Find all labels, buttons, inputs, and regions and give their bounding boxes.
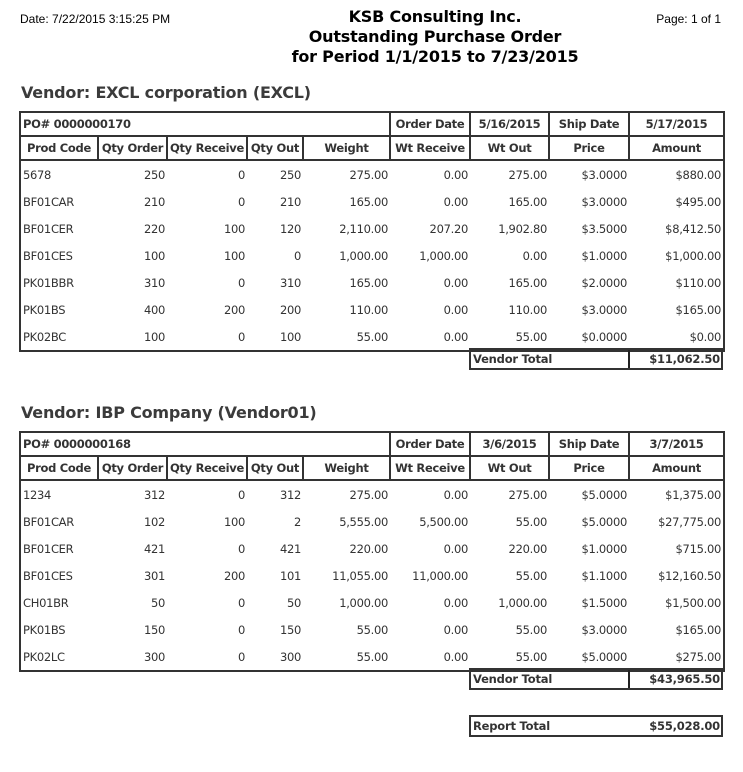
cell-price: $1.5000 xyxy=(581,595,627,610)
cell-weight: 165.00 xyxy=(349,275,388,290)
cell-amount: $1,375.00 xyxy=(629,480,724,508)
cell-amount: $880.00 xyxy=(629,160,724,188)
cell-amount: $165.00 xyxy=(629,296,724,323)
cell-qty-receive: 0 xyxy=(167,323,247,351)
col-amount: Amount xyxy=(629,136,724,160)
order-date-label: Order Date xyxy=(390,432,470,456)
col-prod-code: Prod Code xyxy=(20,136,98,160)
table-row xyxy=(20,188,724,215)
column-header-row xyxy=(20,136,724,160)
vendor-title: Vendor: IBP Company (Vendor01) xyxy=(21,403,317,422)
cell-qty-order: 50 xyxy=(150,595,165,610)
cell-qty-receive: 100 xyxy=(223,514,245,529)
cell-qty-order: 150 xyxy=(143,622,165,637)
col-qty-out: Qty Out xyxy=(247,136,303,160)
cell-qty-order: 312 xyxy=(143,487,165,502)
cell-price: $1.0000 xyxy=(581,248,627,263)
ship-date-label: Ship Date xyxy=(549,112,629,136)
cell-weight: 55.00 xyxy=(356,622,388,637)
po-header-row xyxy=(20,432,724,456)
table-row xyxy=(20,215,724,242)
cell-wt-out: 165.00 xyxy=(508,275,547,290)
col-price: Price xyxy=(549,456,629,480)
cell-amount: $110.00 xyxy=(629,269,724,296)
cell-prod-code: PK01BS xyxy=(20,616,98,643)
cell-wt-receive: 0.00 xyxy=(443,541,468,556)
company-name: KSB Consulting Inc. xyxy=(348,7,522,26)
report-period: for Period 1/1/2015 to 7/23/2015 xyxy=(291,47,579,66)
cell-wt-receive: 0.00 xyxy=(443,302,468,317)
table-row xyxy=(20,480,724,508)
cell-qty-out: 312 xyxy=(279,487,301,502)
cell-weight: 1,000.00 xyxy=(339,248,388,263)
cell-qty-receive: 200 xyxy=(223,568,245,583)
cell-prod-code: BF01CAR xyxy=(20,508,98,535)
cell-price: $3.5000 xyxy=(581,221,627,236)
cell-qty-order: 300 xyxy=(98,643,167,671)
col-price: Price xyxy=(549,136,629,160)
cell-qty-out: 2 xyxy=(293,514,301,529)
report-total-box xyxy=(469,715,723,737)
column-header-row xyxy=(20,456,724,480)
cell-qty-order: 210 xyxy=(143,194,165,209)
cell-wt-out: 110.00 xyxy=(508,302,547,317)
cell-qty-order: 310 xyxy=(143,275,165,290)
cell-amount: $275.00 xyxy=(629,643,724,671)
cell-weight: 55.00 xyxy=(303,323,390,351)
cell-prod-code: BF01CER xyxy=(20,215,98,242)
table-row xyxy=(20,508,724,535)
cell-qty-out: 101 xyxy=(279,568,301,583)
cell-wt-out: 1,000.00 xyxy=(498,595,547,610)
cell-price: $1.0000 xyxy=(581,541,627,556)
col-qty-out: Qty Out xyxy=(247,456,303,480)
cell-wt-receive: 207.20 xyxy=(429,221,468,236)
col-qty-order: Qty Order xyxy=(98,456,167,480)
cell-amount: $12,160.50 xyxy=(629,562,724,589)
col-qty-receive: Qty Receive xyxy=(167,136,247,160)
cell-qty-order: 250 xyxy=(143,167,165,182)
report-title: Outstanding Purchase Order xyxy=(308,27,562,46)
cell-wt-out: 1,902.80 xyxy=(498,221,547,236)
cell-wt-receive: 0.00 xyxy=(443,167,468,182)
cell-price: $3.0000 xyxy=(581,194,627,209)
cell-amount: $715.00 xyxy=(629,535,724,562)
cell-wt-receive: 0.00 xyxy=(390,643,470,671)
cell-wt-out: 55.00 xyxy=(470,643,549,671)
report-total-value: $55,028.00 xyxy=(649,719,720,733)
cell-price: $3.0000 xyxy=(581,302,627,317)
ship-date-value: 5/17/2015 xyxy=(629,112,724,136)
cell-price: $5.0000 xyxy=(549,643,629,671)
cell-wt-out: 275.00 xyxy=(508,167,547,182)
cell-price: $1.1000 xyxy=(581,568,627,583)
col-wt-out: Wt Out xyxy=(470,456,549,480)
cell-amount: $27,775.00 xyxy=(629,508,724,535)
table-row xyxy=(20,589,724,616)
cell-qty-order: 400 xyxy=(143,302,165,317)
order-date-value: 5/16/2015 xyxy=(470,112,549,136)
cell-weight: 275.00 xyxy=(349,487,388,502)
table-row xyxy=(20,296,724,323)
vendor-total-label: Vendor Total xyxy=(471,670,630,688)
cell-price: $2.0000 xyxy=(581,275,627,290)
cell-qty-receive: 100 xyxy=(223,221,245,236)
vendor-total-box xyxy=(469,668,723,690)
cell-qty-order: 100 xyxy=(143,248,165,263)
cell-qty-out: 300 xyxy=(247,643,303,671)
cell-prod-code: PK02LC xyxy=(20,643,98,671)
col-wt-out: Wt Out xyxy=(470,136,549,160)
col-qty-order: Qty Order xyxy=(98,136,167,160)
cell-qty-out: 120 xyxy=(279,221,301,236)
page-number: Page: 1 of 1 xyxy=(656,12,721,26)
po-header-row xyxy=(20,112,724,136)
col-qty-receive: Qty Receive xyxy=(167,456,247,480)
cell-wt-receive: 0.00 xyxy=(443,622,468,637)
cell-weight: 110.00 xyxy=(349,302,388,317)
cell-wt-out: 275.00 xyxy=(508,487,547,502)
po-number: PO# 0000000168 xyxy=(20,432,390,456)
cell-weight: 55.00 xyxy=(303,643,390,671)
cell-qty-receive: 0 xyxy=(237,487,245,502)
order-date-label: Order Date xyxy=(390,112,470,136)
cell-wt-out: 55.00 xyxy=(515,514,547,529)
cell-qty-receive: 0 xyxy=(237,595,245,610)
vendor-total-label: Vendor Total xyxy=(471,350,630,368)
cell-amount: $1,000.00 xyxy=(629,242,724,269)
cell-qty-out: 200 xyxy=(279,302,301,317)
table-row xyxy=(20,535,724,562)
vendor-total-box xyxy=(469,348,723,370)
cell-qty-order: 301 xyxy=(143,568,165,583)
report-total-label: Report Total xyxy=(473,719,550,733)
table-row xyxy=(20,616,724,643)
cell-qty-receive: 0 xyxy=(237,275,245,290)
ship-date-value: 3/7/2015 xyxy=(629,432,724,456)
cell-qty-order: 421 xyxy=(143,541,165,556)
cell-qty-out: 250 xyxy=(279,167,301,182)
cell-qty-receive: 0 xyxy=(237,167,245,182)
cell-qty-order: 220 xyxy=(143,221,165,236)
col-amount: Amount xyxy=(629,456,724,480)
col-weight: Weight xyxy=(303,456,390,480)
cell-prod-code: PK01BS xyxy=(20,296,98,323)
cell-wt-receive: 5,500.00 xyxy=(419,514,468,529)
table-row xyxy=(20,160,724,188)
cell-qty-receive: 0 xyxy=(237,622,245,637)
cell-weight: 2,110.00 xyxy=(339,221,388,236)
table-row xyxy=(20,269,724,296)
cell-qty-out: 210 xyxy=(279,194,301,209)
table-row xyxy=(20,242,724,269)
cell-qty-out: 50 xyxy=(286,595,301,610)
col-wt-receive: Wt Receive xyxy=(390,136,470,160)
table-row xyxy=(20,323,724,351)
cell-price: $3.0000 xyxy=(581,167,627,182)
cell-amount: $165.00 xyxy=(629,616,724,643)
cell-amount: $495.00 xyxy=(629,188,724,215)
cell-prod-code: 1234 xyxy=(20,480,98,508)
cell-amount: $8,412.50 xyxy=(629,215,724,242)
cell-qty-out: 421 xyxy=(279,541,301,556)
cell-amount: $0.00 xyxy=(629,323,724,351)
vendor-total-value: $43,965.50 xyxy=(649,672,720,686)
cell-weight: 5,555.00 xyxy=(339,514,388,529)
cell-wt-out: 220.00 xyxy=(508,541,547,556)
ship-date-label: Ship Date xyxy=(549,432,629,456)
cell-weight: 275.00 xyxy=(349,167,388,182)
cell-wt-out: 0.00 xyxy=(522,248,547,263)
cell-wt-receive: 0.00 xyxy=(443,275,468,290)
cell-qty-receive: 200 xyxy=(223,302,245,317)
table-row xyxy=(20,562,724,589)
cell-prod-code: BF01CES xyxy=(20,562,98,589)
cell-wt-receive: 0.00 xyxy=(443,194,468,209)
cell-wt-receive: 1,000.00 xyxy=(419,248,468,263)
cell-weight: 165.00 xyxy=(349,194,388,209)
vendor-title: Vendor: EXCL corporation (EXCL) xyxy=(21,83,311,102)
cell-prod-code: BF01CAR xyxy=(20,188,98,215)
cell-qty-receive: 100 xyxy=(223,248,245,263)
vendor-total-value: $11,062.50 xyxy=(649,352,720,366)
cell-wt-out: 55.00 xyxy=(515,568,547,583)
cell-wt-out: 165.00 xyxy=(508,194,547,209)
cell-prod-code: 5678 xyxy=(20,160,98,188)
report-header xyxy=(230,7,640,67)
cell-price: $0.0000 xyxy=(549,323,629,351)
cell-prod-code: BF01CER xyxy=(20,535,98,562)
cell-prod-code: PK01BBR xyxy=(20,269,98,296)
cell-qty-receive: 0 xyxy=(167,643,247,671)
po-table xyxy=(19,431,725,672)
cell-weight: 220.00 xyxy=(349,541,388,556)
order-date-value: 3/6/2015 xyxy=(470,432,549,456)
po-number: PO# 0000000170 xyxy=(20,112,390,136)
cell-price: $5.0000 xyxy=(581,514,627,529)
cell-wt-receive: 0.00 xyxy=(443,487,468,502)
cell-prod-code: CH01BR xyxy=(20,589,98,616)
cell-wt-out: 55.00 xyxy=(470,323,549,351)
cell-qty-order: 102 xyxy=(143,514,165,529)
po-table xyxy=(19,111,725,352)
cell-price: $5.0000 xyxy=(581,487,627,502)
cell-weight: 1,000.00 xyxy=(339,595,388,610)
cell-wt-receive: 0.00 xyxy=(443,595,468,610)
cell-wt-out: 55.00 xyxy=(515,622,547,637)
cell-qty-out: 100 xyxy=(247,323,303,351)
cell-qty-receive: 0 xyxy=(237,194,245,209)
report-date: Date: 7/22/2015 3:15:25 PM xyxy=(20,12,171,26)
cell-wt-receive: 0.00 xyxy=(390,323,470,351)
cell-qty-out: 150 xyxy=(279,622,301,637)
cell-qty-receive: 0 xyxy=(237,541,245,556)
col-weight: Weight xyxy=(303,136,390,160)
table-row xyxy=(20,643,724,671)
cell-prod-code: BF01CES xyxy=(20,242,98,269)
cell-price: $3.0000 xyxy=(581,622,627,637)
col-prod-code: Prod Code xyxy=(20,456,98,480)
cell-qty-order: 100 xyxy=(98,323,167,351)
cell-wt-receive: 11,000.00 xyxy=(412,568,468,583)
cell-prod-code: PK02BC xyxy=(20,323,98,351)
cell-qty-out: 310 xyxy=(279,275,301,290)
col-wt-receive: Wt Receive xyxy=(390,456,470,480)
cell-amount: $1,500.00 xyxy=(629,589,724,616)
cell-weight: 11,055.00 xyxy=(332,568,388,583)
cell-qty-out: 0 xyxy=(293,248,301,263)
